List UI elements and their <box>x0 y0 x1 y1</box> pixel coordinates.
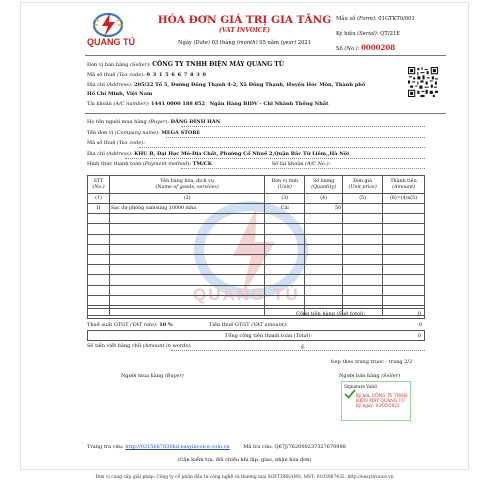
signature-valid-label: Signature Valid <box>344 384 377 389</box>
seller-signature-label: Người bán hàng (Seller) <box>339 373 401 379</box>
seller-address-line2: Hồ Chí Minh, Việt Nam <box>87 91 153 97</box>
table-row-empty <box>88 214 425 224</box>
buyer-name-row: Họ tên người mua hàng (Buyer): ĐẶNG ĐÌNH HÂN <box>87 119 221 125</box>
provider-footer: Đơn vị cung cấp giải pháp: Công ty cổ phần đầu tư công nghệ và thương mại SOFTDREAMS, MST: 0105987432, http://easyinvoice.vn <box>95 475 394 480</box>
table-cell-empty <box>109 265 264 275</box>
table-cell-empty <box>343 224 383 234</box>
table-row-empty <box>88 295 425 305</box>
seller-tax-row: Mã số thuế (Tax code): 0 3 1 5 6 6 7 8 3 0 <box>87 72 207 78</box>
table-cell-empty <box>109 234 264 244</box>
subtotal-row: Cộng tiền hàng (Sub total): 0 <box>87 308 425 319</box>
buyer-tax-row: Mã số thuế (Tax code): <box>87 140 145 146</box>
watermark-text: QUANG TÚ <box>193 285 300 304</box>
invoice-subtitle: (VAT INVOICE) <box>219 27 270 34</box>
table-cell-empty <box>265 285 305 295</box>
table-cell-empty <box>343 254 383 264</box>
table-row-empty <box>88 224 425 234</box>
seller-name-row: Đơn vị bán hàng (Seller): CÔNG TY TNHH ĐIỆN MÁY QUANG TÚ <box>87 61 285 68</box>
dotted-line <box>139 147 425 148</box>
table-cell-empty <box>383 295 425 305</box>
seller-account-row: Tài khoản (A/C number): 1441 0000 188 852 Ngân Hàng BIDV - Chi Nhánh Thống Nhất <box>87 101 329 107</box>
table-cell-empty <box>343 214 383 224</box>
col-header-no: STT (No.) <box>88 176 110 194</box>
items-table <box>87 175 425 316</box>
table-cell-empty <box>88 234 110 244</box>
table-cell-empty <box>383 234 425 244</box>
table-cell-empty <box>109 295 264 305</box>
table-cell-empty <box>265 254 305 264</box>
table-cell-empty <box>109 254 264 264</box>
table-cell-empty <box>109 214 264 224</box>
table-cell-empty <box>88 224 110 234</box>
table-cell-empty <box>88 254 110 264</box>
invoice-number: Số (No.): 0000208 <box>336 43 396 52</box>
table-cell-empty <box>305 244 343 254</box>
table-cell-empty <box>343 234 383 244</box>
table-row-empty <box>88 275 425 285</box>
digital-signature-box <box>341 381 411 421</box>
table-cell-empty <box>305 295 343 305</box>
buyer-company-row: Tên đơn vị (Company name): MEGA STORE <box>87 130 201 136</box>
check-icon <box>344 389 356 399</box>
table-cell-empty <box>88 265 110 275</box>
signed-date: Ký ngày: 03/05/2021 <box>356 403 400 408</box>
table-cell-empty <box>305 265 343 275</box>
table-cell-empty <box>305 234 343 244</box>
invoice-page <box>20 2 469 470</box>
signed-by: Ký bởi: CÔNG TY TNHH ĐIỆN MÁY QUANG TÚ <box>356 393 408 403</box>
dotted-line <box>181 126 425 127</box>
table-cell-empty <box>383 224 425 234</box>
table-cell-empty <box>305 224 343 234</box>
table-row-empty <box>88 234 425 244</box>
col-header-price: Đơn giá (Unit price) <box>343 176 383 194</box>
table-cell-empty <box>265 224 305 234</box>
table-cell-empty <box>265 275 305 285</box>
table-cell-empty <box>88 244 110 254</box>
numbering-row: (1) (2) (3) (4) (5) (6)=(4)x(5) <box>88 194 425 204</box>
table-row-empty <box>88 244 425 254</box>
serial-number: Ký hiệu (Serial): QT/21E <box>336 31 401 37</box>
table-cell-empty <box>383 214 425 224</box>
invoice-title: HÓA ĐƠN GIÁ TRỊ GIA TĂNG <box>157 14 332 26</box>
table-cell-empty <box>343 265 383 275</box>
divider <box>85 55 446 56</box>
table-cell-empty <box>109 275 264 285</box>
table-row-empty <box>88 254 425 264</box>
qr-code-icon <box>408 67 438 97</box>
invoice-date: Ngày (Date) 03 tháng (month) 05 năm (year) 2021 <box>177 40 312 46</box>
table-cell-empty <box>109 244 264 254</box>
col-header-name: Tên hàng hóa, dịch vụ (Name of goods, services) <box>109 176 264 194</box>
vat-amount-value: 0 <box>419 322 423 328</box>
buyer-payment-row: Hình thức thanh toán (Payment method): TM/CK Số tài khoản (A/C No.): <box>87 161 331 167</box>
table-header-row <box>88 176 425 194</box>
table-cell-empty <box>383 265 425 275</box>
table-row: II Sạc dự phòng samsung 10000 mha Cái 50 <box>88 204 425 214</box>
lookup-link[interactable]: http://0315667830hd.easyinvoice.com.vn <box>125 444 230 450</box>
table-row-empty <box>88 265 425 275</box>
seller-address-row: Địa chỉ (Address): 205/22 Tổ 5, Đường Đông Thạnh 4-2, Xã Đông Thạnh, Huyện Hóc Môn, Thành phố <box>87 82 366 88</box>
table-cell-empty <box>383 254 425 264</box>
lookup-row: Trang tra cứu: http://0315667830hd.easyinvoice.com.vn Mã tra cứu: Q67J/762000237327670988 <box>87 444 346 450</box>
table-cell-empty <box>109 285 264 295</box>
buyer-signature-label: Người mua hàng (Buyer) <box>121 373 184 379</box>
dotted-line <box>181 168 425 169</box>
col-header-amount: Thành tiền (Amount) <box>383 176 425 194</box>
dotted-line <box>166 137 425 138</box>
table-cell-empty <box>305 214 343 224</box>
amount-in-words-row: Số tiền viết bằng chữ (Amount in words): <box>87 343 192 349</box>
logo-text: QUANG TÚ <box>87 37 135 47</box>
col-header-qty: Số lượng (Quantity) <box>305 176 343 194</box>
dotted-line <box>171 350 425 351</box>
table-cell-empty <box>343 285 383 295</box>
table-cell-empty <box>265 234 305 244</box>
table-cell-empty <box>265 295 305 305</box>
table-cell-empty <box>88 214 110 224</box>
dotted-line <box>125 158 425 159</box>
total-row: Tổng cộng tiền thanh toán (Total): 0 <box>87 330 425 341</box>
form-number: Mẫu số (Form): 01GTKT0/001 <box>336 16 415 22</box>
table-row-empty <box>88 285 425 295</box>
vat-rate: Thuế suất GTGT (VAT rate): 10 % <box>87 322 173 328</box>
continuation-note: tiep theo trang truoc - trang 2/2 <box>331 359 413 365</box>
table-cell-empty <box>305 254 343 264</box>
table-cell-empty <box>343 244 383 254</box>
table-cell-empty <box>109 224 264 234</box>
table-cell-empty <box>305 285 343 295</box>
table-cell-empty <box>265 214 305 224</box>
table-cell-empty <box>88 285 110 295</box>
table-cell-empty <box>305 275 343 285</box>
vat-amount-label: Tiền thuế GTGT (VAT amount): <box>209 322 288 328</box>
divider <box>85 113 446 114</box>
table-cell-empty <box>383 285 425 295</box>
currency-marker: ₫. <box>301 344 306 350</box>
lookup-note: (Cần kiểm tra, đối chiếu khi lập, giao, nhận hóa đơn) <box>177 457 312 463</box>
table-cell-empty <box>383 275 425 285</box>
table-cell-empty <box>383 244 425 254</box>
col-header-unit: Đơn vị tính (Unit) <box>265 176 305 194</box>
table-cell-empty <box>265 265 305 275</box>
buyer-address-row: Địa chỉ (Address): KHU B, Đại Học Mỏ-Địa Chất, Phường Cổ Nhuế 2,Quận Bắc Từ Liêm,,Hà Nội <box>87 151 350 157</box>
table-cell-empty <box>343 275 383 285</box>
table-cell-empty <box>88 275 110 285</box>
table-cell-empty <box>265 244 305 254</box>
table-cell-empty <box>88 295 110 305</box>
table-cell-empty <box>343 295 383 305</box>
